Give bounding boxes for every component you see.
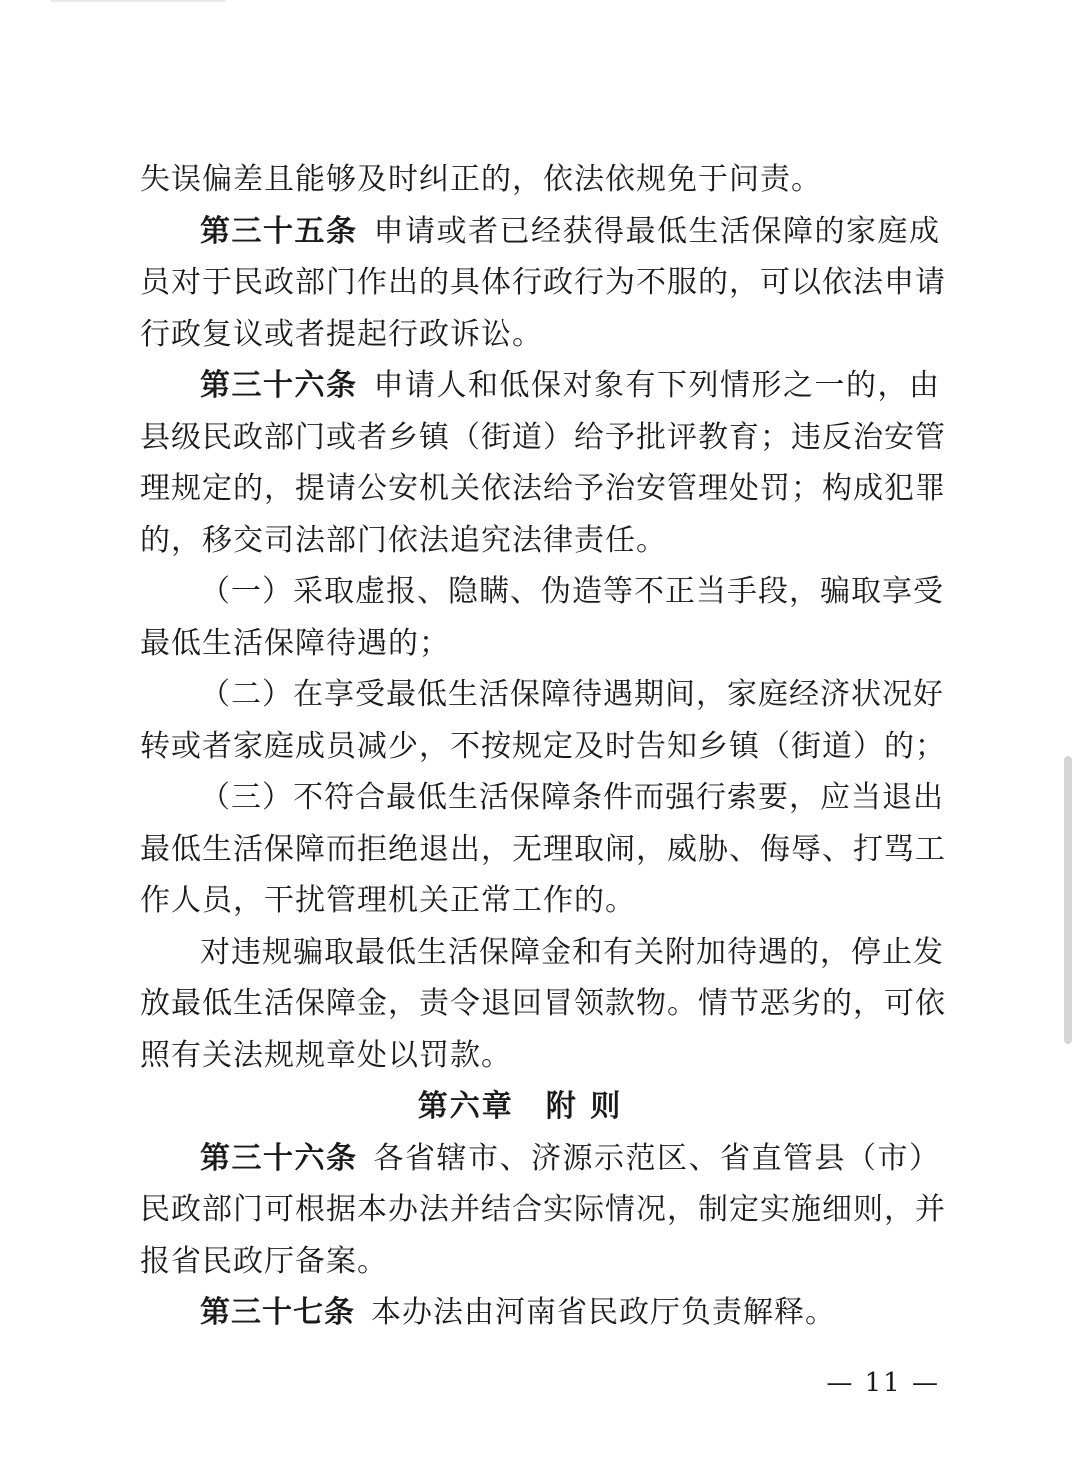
text-line: 最低生活保障而拒绝退出，无理取闹，威胁、侮辱、打骂工 (140, 831, 946, 867)
text-line: 照有关法规规章处以罚款。 (140, 1037, 512, 1073)
item-2-line: （二）在享受最低生活保障待遇期间，家庭经济状况好 (200, 677, 944, 712)
text-line: 县级民政部门或者乡镇（街道）给予批评教育；违反治安管 (140, 419, 946, 455)
item-1-line: （一）采取虚报、隐瞒、伪造等不正当手段，骗取享受 (200, 574, 944, 609)
article-37-text: 本办法由河南省民政厅负责解释。 (371, 1295, 836, 1330)
article-36-text: 申请人和低保对象有下列情形之一的，由 (373, 368, 940, 403)
item-3-line: （三）不符合最低生活保障条件而强行索要，应当退出 (200, 780, 944, 815)
text-line: 员对于民政部门作出的具体行政行为不服的，可以依法申请 (140, 265, 946, 300)
article-36b-text: 各省辖市、济源示范区、省直管县（市） (373, 1140, 940, 1176)
text-line: 放最低生活保障金，责令退回冒领款物。情节恶劣的，可依 (140, 986, 946, 1021)
text-line: 报省民政厅备案。 (140, 1243, 388, 1279)
text-line: 理规定的，提请公安机关依法给予治安管理处罚；构成犯罪 (140, 471, 946, 506)
document-page (140, 154, 946, 1339)
text-line: 失误偏差且能够及时纠正的，依法依规免于问责。 (140, 162, 822, 197)
text-line: 的，移交司法部门依法追究法律责任。 (140, 522, 667, 558)
paragraph-line: 对违规骗取最低生活保障金和有关附加待遇的，停止发 (200, 934, 944, 970)
article-36-label: 第三十六条 (200, 368, 358, 403)
article-35-label: 第三十五条 (200, 213, 358, 249)
article-35-heading-line (140, 206, 940, 258)
scrollbar[interactable] (1064, 756, 1072, 1044)
text-line: 民政部门可根据本办法并结合实际情况，制定实施细则，并 (140, 1192, 946, 1227)
text-line: 行政复议或者提起行政诉讼。 (140, 316, 543, 352)
text-line: 转或者家庭成员减少，不按规定及时告知乡镇（街道）的； (140, 728, 946, 764)
article-35-text: 申请或者已经获得最低生活保障的家庭成 (373, 213, 940, 249)
article-37-label: 第三十七条 (200, 1295, 355, 1330)
article-37-heading-line (140, 1287, 940, 1339)
article-36b-label: 第三十六条 (200, 1140, 358, 1176)
chapter-heading: 第六章 附 则 (417, 1089, 623, 1124)
text-line: 最低生活保障待遇的； (140, 625, 450, 661)
article-36b-heading-line (140, 1133, 940, 1185)
article-36-heading-line (140, 360, 940, 412)
text-line: 作人员，干扰管理机关正常工作的。 (140, 883, 636, 918)
status-bar-remnant (48, 0, 228, 2)
page-number: — 11 — (826, 1368, 940, 1398)
